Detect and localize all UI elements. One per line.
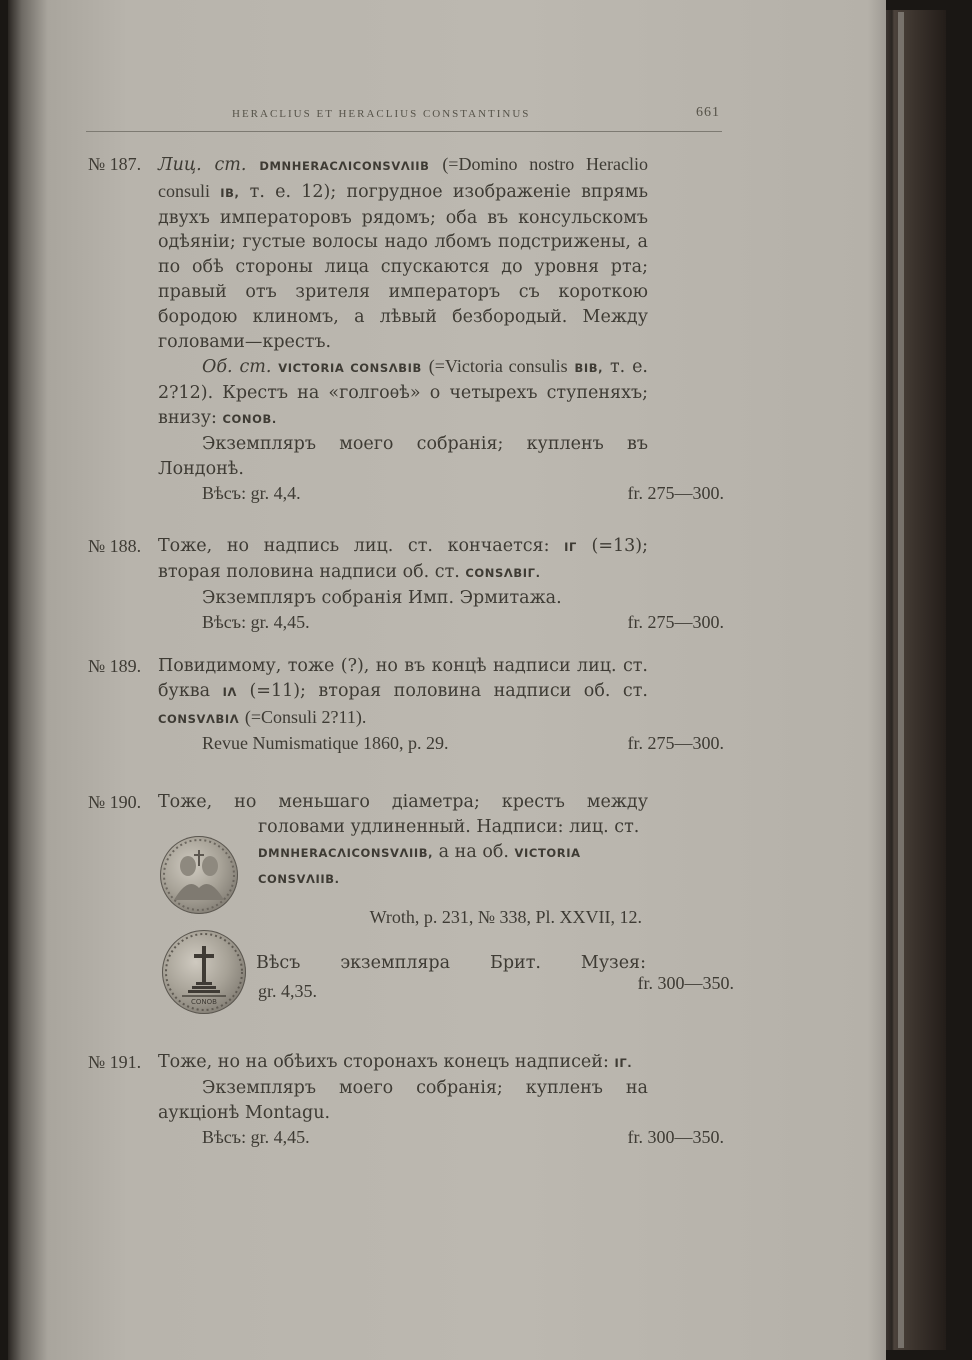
regnal-mark: IГ: [564, 540, 577, 554]
entry-body: [158, 534, 648, 586]
regnal-mark: IΛ: [222, 684, 237, 699]
running-head-title: HERACLIUS ET HERACLIUS CONSTANTINUS: [232, 108, 531, 120]
reverse-legend: VICTORIA CONSVΛIIB.: [258, 845, 581, 886]
legend-expansion: (=Domino nostro Heraclio consuli: [158, 154, 648, 201]
weight-text: Вѣсъ экземпляра Брит. Музея:: [256, 953, 646, 973]
entry-first-line: Тоже, но меньшаго діаметра; крестъ между: [158, 792, 648, 812]
reverse-legend: VICTORIA CONSΛBIB: [278, 361, 422, 376]
regnal-mark: IГ.: [614, 1056, 633, 1070]
price: fr. 275—300.: [627, 612, 724, 633]
price: fr. 300—350.: [637, 973, 734, 993]
price: fr. 275—300.: [627, 733, 724, 754]
weight-line: [202, 1125, 724, 1150]
entry-191: [88, 1050, 724, 1150]
obverse-legend: DMNHERACΛICONSVΛIIB,: [258, 845, 434, 860]
page-number: 661: [696, 105, 720, 120]
reverse-legend: CONSΛBIГ.: [465, 565, 541, 580]
collection-note: Экземпляръ собранія Имп. Эрмитажа.: [202, 587, 562, 608]
entry-number: № 188.: [88, 536, 142, 556]
reverse-description: [158, 354, 648, 431]
entry-body: [158, 654, 648, 731]
description-cont: (=13); вторая половина надписи об. ст.: [158, 536, 648, 582]
reverse-expansion: (=Victoria consulis: [428, 356, 568, 377]
entry-number: № 191.: [88, 1052, 142, 1072]
description: т. е. 12); погрудное изображеніе впрямь двухъ императоровъ рядомъ; оба въ консульскомъ одѣяніи; густые волосы надо лбомъ подстрижены, а по обѣ стороны лица спускаются до уровня рта; правый отъ зрителя императоръ съ короткою бородою клиномъ, а лѣвый безбородый. Между головами—крестъ.: [158, 181, 648, 352]
head-rule: [86, 131, 722, 132]
weight: Вѣсъ: gr. 4,4.: [202, 483, 301, 504]
entry-number: № 190.: [88, 792, 142, 812]
collection-note: Экземпляръ моего собранія; купленъ на аукціонѣ Montagu.: [158, 1077, 648, 1123]
coin-obverse-image: [160, 836, 238, 914]
description: Повидимому, тоже (?), но въ концѣ надписи лиц. ст. буква: [158, 656, 648, 701]
reverse-text: т. е. 2?12). Крестъ на «голгоѳѣ» о четырехъ ступеняхъ; внизу:: [158, 357, 648, 428]
weight: Вѣсъ: gr. 4,45.: [202, 612, 310, 633]
description: Тоже, но на обѣихъ сторонахъ конецъ надписей:: [158, 1052, 609, 1072]
weight: gr. 4,35.: [258, 981, 318, 1001]
description: Тоже, но надпись лиц. ст. кончается:: [158, 536, 550, 556]
price: fr. 300—350.: [627, 1127, 724, 1148]
page-stack-edge: [898, 12, 904, 1348]
entry-189: [88, 654, 724, 756]
description-cont: а на об.: [438, 841, 509, 862]
weight-line: [202, 481, 724, 506]
reference: Revue Numismatique 1860, p. 29.: [202, 733, 449, 754]
weight: Вѣсъ: gr. 4,45.: [202, 1127, 310, 1148]
coin-reverse-image: [162, 930, 246, 1014]
description-cont: (=11); вторая половина надписи об. ст.: [249, 680, 648, 701]
obverse-legend: DMNHERACΛICONSVΛIIB: [259, 159, 430, 173]
obverse-label: Лиц. ст.: [158, 155, 247, 175]
legend-expansion: (=Consuli 2?11).: [244, 706, 367, 727]
price: fr. 275—300.: [627, 483, 724, 504]
reference-line: [202, 731, 724, 756]
entry-187: [88, 152, 724, 506]
collection-note: Экземпляръ моего собранія; купленъ въ Лондонѣ.: [158, 433, 648, 479]
svg-text:CONOB: CONOB: [191, 998, 217, 1006]
entry-body: [158, 1050, 648, 1076]
entry-190-body: [258, 815, 646, 891]
entry-body: [158, 152, 648, 354]
reverse-legend: CONSVΛBIΛ: [158, 711, 240, 726]
regnal-mark: IB,: [220, 185, 240, 200]
reference: Wroth, p. 231, № 338, Pl. XXVII, 12.: [369, 907, 642, 927]
entry-188: [88, 534, 724, 635]
regnal-mark: BIB,: [574, 361, 604, 376]
weight-line: [202, 610, 724, 635]
exergue-mark: CONOB.: [222, 411, 277, 426]
entry-number: № 189.: [88, 656, 142, 676]
entry-number: № 187.: [88, 154, 142, 174]
description: головами удлиненный. Надписи: лиц. ст.: [258, 817, 640, 837]
entry-190: [88, 790, 648, 815]
book-cover-edge: [886, 10, 946, 1350]
reverse-label: Об. ст.: [202, 357, 272, 378]
